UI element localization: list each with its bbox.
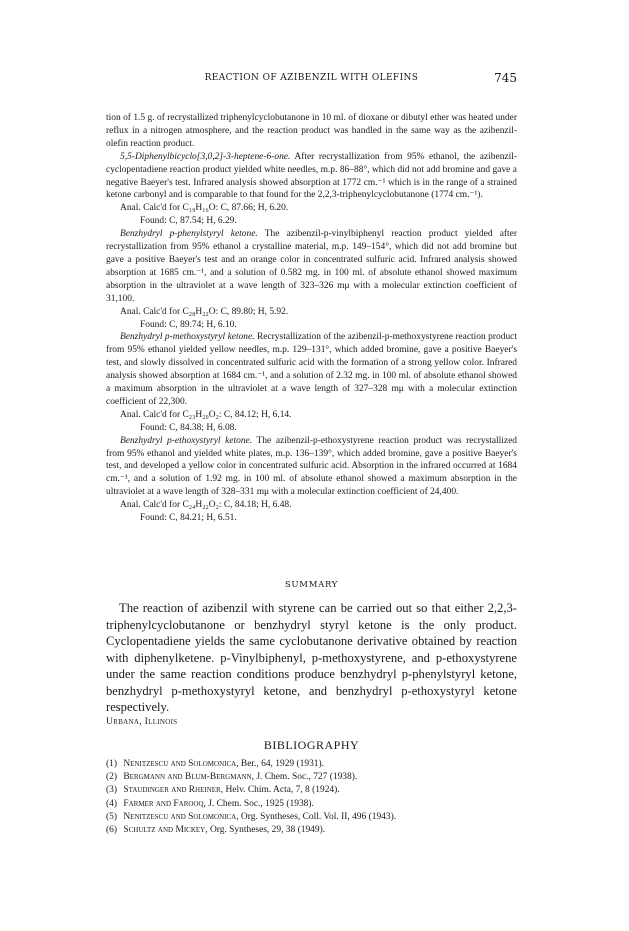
- reference-number: (5): [106, 811, 118, 822]
- reference-authors: Nenitzescu and Solomonica,: [123, 811, 239, 822]
- reference-item: [106, 771, 526, 784]
- reference-item: [106, 811, 526, 824]
- compound-description: After recrystallization from 95% ethanol, the azibenzil-cyclopentadiene reaction product yielded white needles, m.p. 86–88°, which did not add bromine and gave a negative Baeyer's test. Infrared analysis showed absorption at 1772 cm.⁻¹ which is in the range of a strained ketone carbonyl and is comparable to that found for the 2,2,3-triphenylcyclobutanone (1774 cm.⁻¹).: [106, 151, 517, 201]
- analysis-calculated: Anal. Calc'd for C₂₃H₂₀O₂: C, 84.12; H, 6.14.: [120, 409, 292, 420]
- reference-number: (2): [106, 772, 118, 783]
- reference-citation: J. Chem. Soc., 1925 (1938).: [205, 798, 314, 809]
- reference-authors: Nenitzescu and Solomonica,: [123, 759, 239, 769]
- reference-item: [106, 784, 526, 797]
- reference-number: (6): [106, 825, 118, 836]
- analysis-calculated: Anal. Calc'd for C₂₈H₂₂O: C, 89.80; H, 5.92.: [120, 306, 289, 317]
- compound-description: Recrystallization of the azibenzil-p-methoxystyrene reaction product from 95% ethanol yielded yellow needles, m.p. 129–131°, which added bromine, gave a positive Baeyer's test, and slowly dissolved in concentrated sulfuric acid with the formation of a strong yellow color. Infrared analysis showed absorption at 1684 cm.⁻¹, and a solution of 2.32 mg. in 100 ml. of absolute ethanol showed a maximum absorption in the ultraviolet at a wave length of 327–328 mμ with a molecular extinction coefficient of 22,300.: [106, 332, 517, 407]
- reference-item: [106, 798, 526, 811]
- summary-section: [106, 600, 517, 716]
- compound-paragraph-2: [106, 228, 517, 305]
- running-title: REACTION OF AZIBENZIL WITH OLEFINS: [204, 73, 419, 83]
- analysis-calculated: Anal. Calc'd for C₂₄H₂₂O₂: C, 84.18; H, 6.48.: [120, 500, 292, 511]
- affiliation: Urbana, Illinois: [106, 716, 178, 727]
- summary-heading: SUMMARY: [284, 580, 339, 590]
- reference-authors: Farmer and Farooq,: [123, 798, 206, 809]
- compound-description: The azibenzil-p-ethoxystyrene reaction product was recrystallized from 95% ethanol and yielded white plates, m.p. 136–139°, which added bromine, gave a positive Baeyer's test, and developed a yellow color in concentrated sulfuric acid. Absorption in the infrared occurred at 1684 cm.⁻¹, and a solution of 1.92 mg. in 100 ml. of absolute ethanol showed a maximum absorption in the ultraviolet at a wave length of 328–331 mμ with a molecular extinction coefficient of 24,400.: [106, 435, 517, 498]
- reference-number: (1): [106, 759, 118, 769]
- compound-description: The azibenzil-p-vinylbiphenyl reaction product yielded after recrystallization from 95% ethanol a crystalline material, m.p. 149–154°, which did not add bromine but gave a positive Baeyer's test and an orange color in concentrated sulfuric acid. Infrared analysis showed absorption at 1685 cm.⁻¹, and a solution of 0.582 mg. in 100 ml. of absolute ethanol showed maximum absorption in the ultraviolet at a wave length of 323–326 mμ with a molecular extinction coefficient of 31,100.: [106, 229, 517, 304]
- compound-paragraph-3: [106, 331, 517, 408]
- reference-citation: Org. Syntheses, Coll. Vol. II, 496 (1943).: [238, 811, 397, 822]
- reference-number: (4): [106, 798, 118, 809]
- reference-number: (3): [106, 785, 118, 796]
- compound-name: Benzhydryl p-methoxystyryl ketone.: [120, 332, 255, 343]
- page-header: [106, 73, 517, 89]
- reference-citation: Org. Syntheses, 29, 38 (1949).: [207, 825, 326, 836]
- reference-citation: Helv. Chim. Acta, 7, 8 (1924).: [223, 785, 340, 796]
- summary-paragraph: The reaction of azibenzil with styrene can be carried out so that either 2,2,3-triphenylcyclobutanone or benzhydryl styryl ketone is the only product. Cyclopentadiene yields the same cyclobutanone derivative obtained by reaction with diphenylketene. p-Vinylbiphenyl, p-methoxystyrene, and p-ethoxystyrene under the same reaction conditions produce benzhydryl p-phenylstyryl ketone, benzhydryl p-methoxystyryl ketone, and benzhydryl p-ethoxystyryl ketone respectively.: [106, 601, 517, 715]
- compound-name: 5,5-Diphenylbicyclo[3,0,2]-3-heptene-6-one.: [120, 151, 291, 162]
- reference-citation: Ber., 64, 1929 (1931).: [238, 759, 325, 769]
- experimental-text: [106, 112, 517, 525]
- reference-authors: Schultz and Mickey,: [123, 825, 208, 836]
- bibliography-list: [106, 758, 526, 837]
- page-number: 745: [494, 71, 517, 85]
- compound-name: Benzhydryl p-phenylstyryl ketone.: [120, 229, 258, 240]
- reference-item: [106, 758, 526, 771]
- compound-paragraph-1: [106, 151, 517, 203]
- compound-paragraph-4: [106, 435, 517, 500]
- analysis-found: Found: C, 89.74; H, 6.10.: [140, 319, 237, 330]
- paragraph-continuation: tion of 1.5 g. of recrystallized triphenylcyclobutanone in 10 ml. of dioxane or dibutyl ether was heated under reflux in a nitrogen atmosphere, and the reaction product was handled in the same way as the azibenzil-olefin reaction product.: [106, 113, 517, 149]
- reference-citation: J. Chem. Soc., 727 (1938).: [253, 772, 358, 783]
- analysis-found: Found: C, 87.54; H, 6.29.: [140, 216, 237, 227]
- analysis-found: Found: C, 84.38; H, 6.08.: [140, 422, 237, 433]
- reference-authors: Bergmann and Blum-Bergmann,: [123, 772, 254, 783]
- analysis-calculated: Anal. Calc'd for C₁₉H₁₆O: C, 87.66; H, 6.20.: [120, 203, 289, 214]
- reference-authors: Staudinger and Rheiner,: [123, 785, 224, 796]
- analysis-found: Found: C, 84.21; H, 6.51.: [140, 513, 237, 524]
- compound-name: Benzhydryl p-ethoxystyryl ketone.: [120, 435, 253, 446]
- bibliography-heading: BIBLIOGRAPHY: [263, 738, 360, 752]
- reference-item: [106, 824, 526, 837]
